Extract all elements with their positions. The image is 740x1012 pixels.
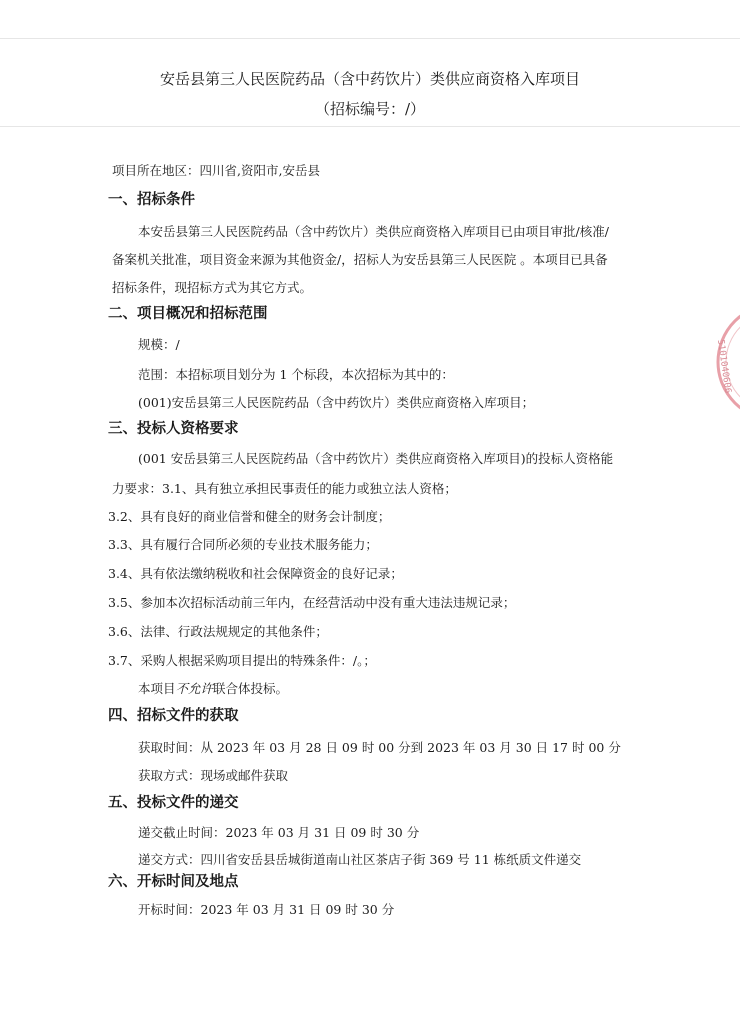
section-2-scale: 规模：/: [138, 337, 180, 352]
section-1-para-1: 本安岳县第三人民医院药品（含中药饮片）类供应商资格入库项目已由项目审批/核准/: [138, 224, 609, 239]
section-5-deadline: 递交截止时间：2023 年 03 月 31 日 09 时 30 分: [138, 825, 420, 840]
section-2-lot: (001)安岳县第三人民医院药品（含中药饮片）类供应商资格入库项目；: [138, 395, 535, 410]
requirement-3-2: 3.2、具有良好的商业信誉和健全的财务会计制度；: [108, 509, 391, 524]
section-4-time: 获取时间：从 2023 年 03 月 28 日 09 时 00 分到 2023 年 03 月 30 日 17 时 00 分: [138, 740, 621, 755]
section-4-heading: 四、招标文件的获取: [108, 708, 239, 724]
requirement-3-4: 3.4、具有依法缴纳税收和社会保障资金的良好记录；: [108, 566, 403, 581]
section-3-para-2: 力要求：3.1、具有独立承担民事责任的能力或独立法人资格；: [112, 481, 457, 496]
doc-subtitle: （招标编号：/）: [314, 100, 426, 118]
doc-title: 安岳县第三人民医院药品（含中药饮片）类供应商资格入库项目: [159, 70, 580, 88]
project-location: 项目所在地区：四川省,资阳市,安岳县: [112, 163, 320, 178]
official-seal: [706, 300, 740, 430]
section-2-heading: 二、项目概况和招标范围: [108, 306, 268, 322]
top-rule: [0, 38, 740, 39]
requirement-3-5: 3.5、参加本次招标活动前三年内，在经营活动中没有重大违法违规记录；: [108, 595, 516, 610]
requirement-3-7: 3.7、采购人根据采购项目提出的特殊条件：/。；: [108, 653, 376, 668]
section-1-heading: 一、招标条件: [108, 192, 195, 208]
joint-bid-not-allowed: 不允许: [175, 681, 214, 696]
requirement-3-3: 3.3、具有履行合同所必须的专业技术服务能力；: [108, 537, 378, 552]
section-2-scope: 范围：本招标项目划分为 1 个标段，本次招标为其中的：: [138, 367, 454, 382]
section-4-method: 获取方式：现场或邮件获取: [138, 768, 289, 783]
joint-bid-prefix: 本项目: [138, 681, 176, 696]
section-5-heading: 五、投标文件的递交: [108, 795, 239, 811]
section-6-time: 开标时间：2023 年 03 月 31 日 09 时 30 分: [138, 902, 395, 917]
section-5-method: 递交方式：四川省安岳县岳城街道南山社区茶店子街 369 号 11 栋纸质文件递交: [138, 852, 582, 867]
svg-text:5101040606: 5101040606: [715, 339, 733, 395]
section-3-heading: 三、投标人资格要求: [108, 421, 239, 437]
section-1-para-3: 招标条件，现招标方式为其它方式。: [112, 280, 313, 295]
section-3-para-1: (001 安岳县第三人民医院药品（含中药饮片）类供应商资格入库项目)的投标人资格能: [138, 451, 614, 466]
section-6-heading: 六、开标时间及地点: [108, 874, 239, 890]
section-1-para-2: 备案机关批准，项目资金来源为其他资金/，招标人为安岳县第三人民医院 。本项目已具备: [112, 252, 608, 267]
requirement-3-6: 3.6、法律、行政法规规定的其他条件；: [108, 624, 328, 639]
joint-bid-suffix: 联合体投标。: [213, 681, 289, 696]
joint-bid-statement: [138, 681, 288, 697]
header-rule: [0, 126, 740, 127]
